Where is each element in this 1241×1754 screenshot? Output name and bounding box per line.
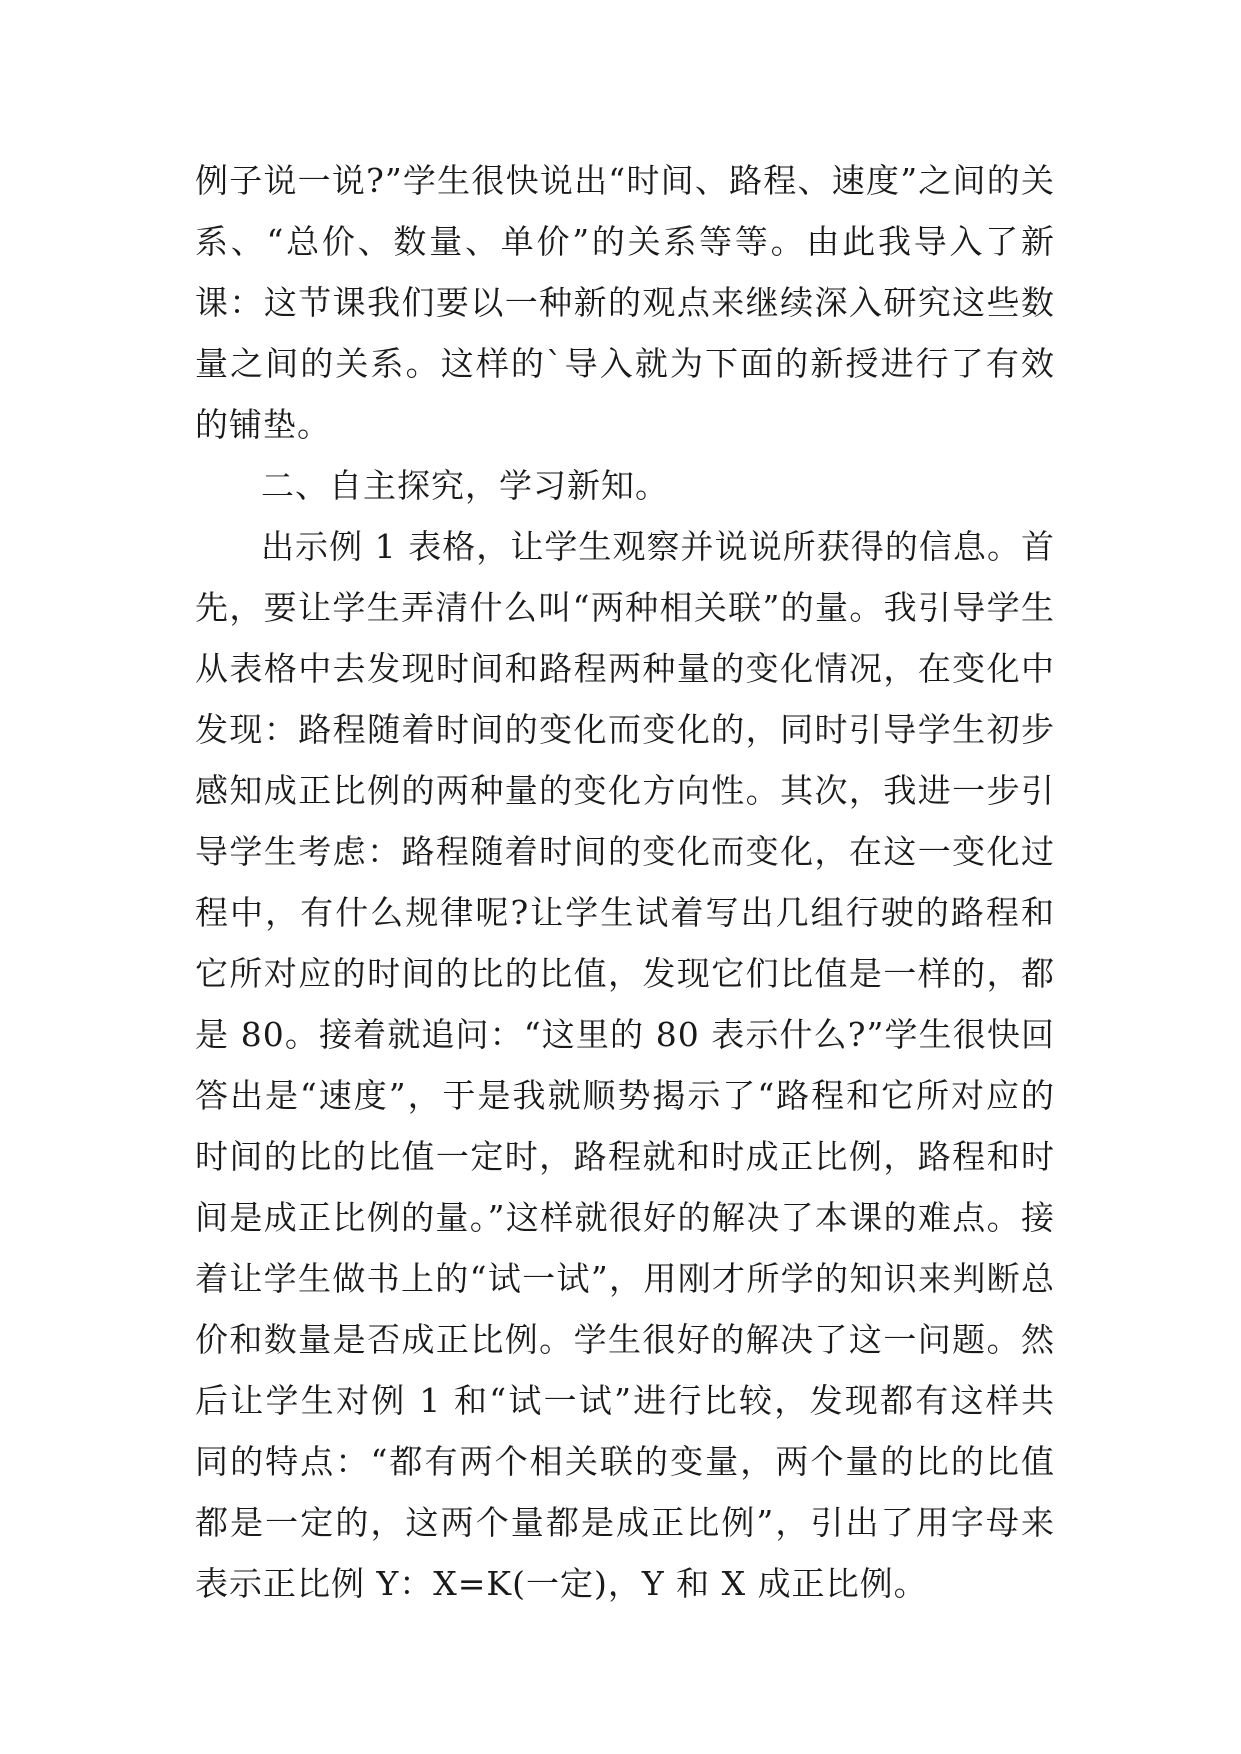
paragraph-1: 例子说一说?”学生很快说出“时间、路程、速度”之间的关系、“总价、数量、单价”的关系等等。由此我导入了新课：这节课我们要以一种新的观点来继续深入研究这些数量之间的关系。这样的`导入就为下面的新授进行了有效的铺垫。 <box>195 161 1055 444</box>
document-body <box>195 150 1055 1614</box>
section-heading: 二、自主探究，学习新知。 <box>261 466 669 505</box>
paragraph-3: 出示例 1 表格，让学生观察并说说所获得的信息。首先，要让学生弄清什么叫“两种相关联”的量。我引导学生从表格中去发现时间和路程两种量的变化情况，在变化中发现：路程随着时间的变化而变化的，同时引导学生初步感知成正比例的两种量的变化方向性。其次，我进一步引导学生考虑：路程随着时间的变化而变化，在这一变化过程中，有什么规律呢?让学生试着写出几组行驶的路程和它所对应的时间的比的比值，发现它们比值是一样的，都是 80。接着就追问：“这里的 80 表示什么?”学生很快回答出是“速度”，于是我就顺势揭示了“路程和它所对应的时间的比的比值一定时，路程就和时成正比例，路程和时间是成正比例的量。”这样就很好的解决了本课的难点。接着让学生做书上的“试一试”，用刚才所学的知识来判断总价和数量是否成正比例。学生很好的解决了这一问题。然后让学生对例 1 和“试一试”进行比较，发现都有这样共同的特点：“都有两个相关联的变量，两个量的比的比值都是一定的，这两个量都是成正比例”，引出了用字母来表示正比例 Y：X=K(一定)，Y 和 X 成正比例。 <box>195 527 1055 1603</box>
